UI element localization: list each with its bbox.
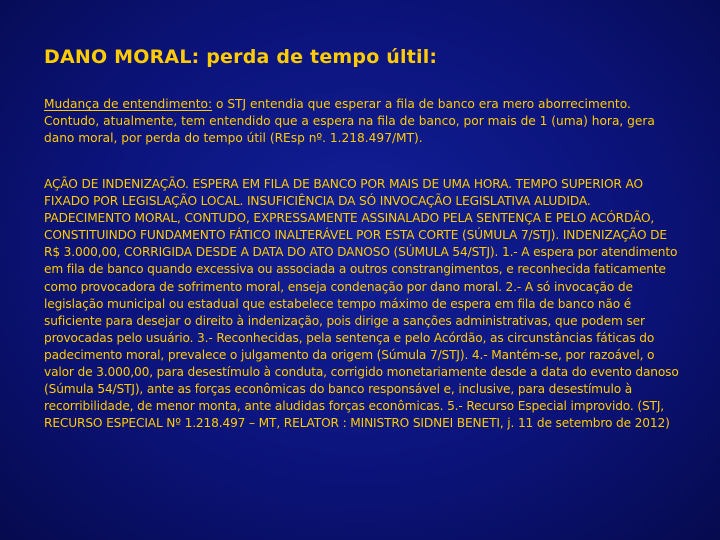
intro-text: o STJ entendia que esperar a fila de banco era mero aborrecimento. Contudo, atualmente, tem entendido que a espera na fila de banco, por mais de 1 (uma) hora, gera dano moral, por perda do tempo útil (REsp nº. 1.218.497/MT). [44,97,655,146]
intro-paragraph [44,96,680,147]
intro-lead: Mudança de entendimento: [44,97,213,111]
jurisprudence-paragraph: AÇÃO DE INDENIZAÇÃO. ESPERA EM FILA DE BANCO POR MAIS DE UMA HORA. TEMPO SUPERIOR AO FIXADO POR LEGISLAÇÃO LOCAL. INSUFICIÊNCIA DA SÓ INVOCAÇÃO LEGISLATIVA ALUDIDA. PADECIMENTO MORAL, CONTUDO, EXPRESSAMENTE ASSINALADO PELA SENTENÇA E PELO ACÓRDÃO, CONSTITUINDO FUNDAMENTO FÁTICO INALTERÁVEL POR ESTA CORTE (SÚMULA 7/STJ). INDENIZAÇÃO DE R$ 3.000,00, CORRIGIDA DESDE A DATA DO ATO DANOSO (SÚMULA 54/STJ). 1.- A espera por atendimento em fila de banco quando excessiva ou associada a outros constrangimentos, e reconhecida faticamente como provocadora de sofrimento moral, enseja condenação por dano moral. 2.- A só invocação de legislação municipal ou estadual que estabelece tempo máximo de espera em fila de banco não é suficiente para desejar o direito à indenização, pois dirige a sanções administrativas, que podem ser provocadas pelo usuário. 3.- Reconhecidas, pela sentença e pelo Acórdão, as circunstâncias fáticas do padecimento moral, prevalece o julgamento da origem (Súmula 7/STJ). 4.- Mantém-se, por razoável, o valor de 3.000,00, para desestímulo à conduta, corrigido monetariamente desde a data do evento danoso (Súmula 54/STJ), ante as forças econômicas do banco responsável e, inclusive, para desestímulo à recorribilidade, de menor monta, ante aludidas forças econômicas. 5.- Recurso Especial improvido. (STJ, RECURSO ESPECIAL Nº 1.218.497 – MT, RELATOR : MINISTRO SIDNEI BENETI, j. 11 de setembro de 2012) [44,177,679,431]
slide-title: DANO MORAL: perda de tempo últil: [44,46,438,68]
